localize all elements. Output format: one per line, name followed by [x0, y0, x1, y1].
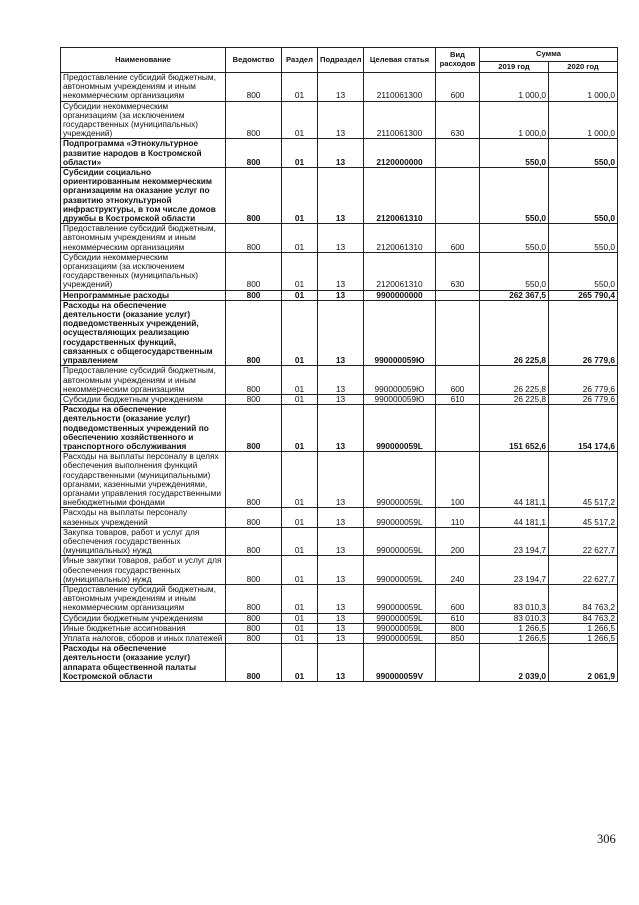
- cell-name: Субсидии бюджетным учреждениям: [61, 394, 226, 404]
- cell-podr: 13: [318, 633, 364, 643]
- cell-podr: 13: [318, 527, 364, 556]
- cell-s2020: 22 627,7: [549, 527, 618, 556]
- cell-cs: 990000059Ю: [364, 300, 436, 365]
- cell-podr: 13: [318, 556, 364, 585]
- cell-s2019: 83 010,3: [480, 613, 549, 623]
- cell-vr: 800: [436, 623, 480, 633]
- cell-s2020: 265 790,4: [549, 290, 618, 300]
- cell-vr: 110: [436, 508, 480, 527]
- header-name: Наименование: [61, 48, 226, 73]
- table-row: [61, 394, 618, 404]
- cell-name: Расходы на выплаты персоналу казенных учреждений: [61, 508, 226, 527]
- cell-podr: 13: [318, 73, 364, 102]
- cell-ved: 800: [226, 101, 282, 139]
- cell-vr: [436, 300, 480, 365]
- cell-cs: 990000059V: [364, 644, 436, 682]
- cell-s2019: 23 194,7: [480, 556, 549, 585]
- cell-name: Подпрограмма «Этнокультурное развитие народов в Костромской области»: [61, 139, 226, 168]
- table-row: [61, 101, 618, 139]
- cell-cs: 990000059L: [364, 527, 436, 556]
- cell-vr: [436, 290, 480, 300]
- cell-razd: 01: [282, 366, 318, 395]
- cell-cs: 990000059L: [364, 633, 436, 643]
- cell-vr: [436, 405, 480, 452]
- cell-name: Предоставление субсидий бюджетным, автономным учреждениям и иным некоммерческим организациям: [61, 366, 226, 395]
- cell-name: Расходы на выплаты персоналу в целях обеспечения выполнения функций государственными (муниципальными) органами, казенными учреждениями, органами управления государственными внебюджетными фондами: [61, 452, 226, 508]
- cell-podr: 13: [318, 623, 364, 633]
- cell-podr: 13: [318, 644, 364, 682]
- cell-ved: 800: [226, 224, 282, 253]
- table-row: [61, 139, 618, 168]
- table-row: [61, 366, 618, 395]
- table-row: [61, 584, 618, 613]
- cell-razd: 01: [282, 290, 318, 300]
- cell-cs: 2120000000: [364, 139, 436, 168]
- cell-cs: 990000059L: [364, 452, 436, 508]
- cell-s2019: 2 039,0: [480, 644, 549, 682]
- cell-name: Расходы на обеспечение деятельности (оказание услуг) аппарата общественной палаты Костромской области: [61, 644, 226, 682]
- cell-cs: 990000059L: [364, 623, 436, 633]
- cell-name: Уплата налогов, сборов и иных платежей: [61, 633, 226, 643]
- cell-ved: 800: [226, 394, 282, 404]
- cell-vr: [436, 139, 480, 168]
- cell-ved: 800: [226, 73, 282, 102]
- cell-podr: 13: [318, 139, 364, 168]
- cell-podr: 13: [318, 101, 364, 139]
- cell-vr: 850: [436, 633, 480, 643]
- cell-cs: 990000059L: [364, 508, 436, 527]
- cell-vr: 240: [436, 556, 480, 585]
- cell-s2019: 83 010,3: [480, 584, 549, 613]
- header-vedomstvo: Ведомство: [226, 48, 282, 73]
- cell-s2020: 1 000,0: [549, 73, 618, 102]
- cell-podr: 13: [318, 224, 364, 253]
- header-celevaya-statya: Целевая статья: [364, 48, 436, 73]
- cell-name: Расходы на обеспечение деятельности (оказание услуг) подведомственных учреждений, осуществляющих реализацию государственных функций, связанных с общегосударственным управлением: [61, 300, 226, 365]
- cell-ved: 800: [226, 139, 282, 168]
- cell-podr: 13: [318, 290, 364, 300]
- cell-cs: 2120061310: [364, 252, 436, 290]
- cell-vr: 630: [436, 101, 480, 139]
- page-number: 306: [597, 832, 616, 846]
- cell-s2019: 1 000,0: [480, 101, 549, 139]
- cell-name: Субсидии некоммерческим организациям (за исключением государственных (муниципальных) учреждений): [61, 252, 226, 290]
- cell-s2019: 550,0: [480, 252, 549, 290]
- cell-cs: 990000059Ю: [364, 366, 436, 395]
- cell-podr: 13: [318, 366, 364, 395]
- table-body: [61, 73, 618, 682]
- cell-ved: 800: [226, 644, 282, 682]
- cell-vr: 610: [436, 394, 480, 404]
- cell-s2020: 22 627,7: [549, 556, 618, 585]
- cell-s2020: 84 763,2: [549, 584, 618, 613]
- cell-ved: 800: [226, 623, 282, 633]
- cell-cs: 990000059L: [364, 405, 436, 452]
- cell-podr: 13: [318, 584, 364, 613]
- cell-cs: 990000059L: [364, 613, 436, 623]
- table-row: [61, 300, 618, 365]
- cell-s2019: 1 000,0: [480, 73, 549, 102]
- cell-razd: 01: [282, 452, 318, 508]
- cell-ved: 800: [226, 556, 282, 585]
- cell-vr: 600: [436, 584, 480, 613]
- cell-s2019: 1 266,5: [480, 623, 549, 633]
- cell-ved: 800: [226, 366, 282, 395]
- cell-ved: 800: [226, 252, 282, 290]
- cell-s2020: 1 000,0: [549, 101, 618, 139]
- table-row: [61, 405, 618, 452]
- cell-razd: 01: [282, 633, 318, 643]
- table-row: [61, 623, 618, 633]
- cell-s2019: 262 367,5: [480, 290, 549, 300]
- cell-ved: 800: [226, 300, 282, 365]
- cell-podr: 13: [318, 252, 364, 290]
- table-row: [61, 556, 618, 585]
- cell-s2019: 550,0: [480, 168, 549, 224]
- cell-cs: 990000059Ю: [364, 394, 436, 404]
- cell-cs: 2110061300: [364, 101, 436, 139]
- cell-podr: 13: [318, 613, 364, 623]
- cell-vr: [436, 644, 480, 682]
- cell-razd: 01: [282, 644, 318, 682]
- cell-razd: 01: [282, 556, 318, 585]
- cell-podr: 13: [318, 394, 364, 404]
- table-row: [61, 527, 618, 556]
- cell-vr: [436, 168, 480, 224]
- cell-ved: 800: [226, 452, 282, 508]
- cell-s2019: 550,0: [480, 139, 549, 168]
- header-2019: 2019 год: [480, 62, 549, 73]
- cell-s2019: 44 181,1: [480, 452, 549, 508]
- cell-s2020: 550,0: [549, 252, 618, 290]
- cell-ved: 800: [226, 527, 282, 556]
- cell-vr: 600: [436, 73, 480, 102]
- cell-podr: 13: [318, 452, 364, 508]
- cell-razd: 01: [282, 405, 318, 452]
- cell-razd: 01: [282, 101, 318, 139]
- cell-razd: 01: [282, 527, 318, 556]
- table-row: [61, 73, 618, 102]
- cell-vr: 610: [436, 613, 480, 623]
- cell-ved: 800: [226, 290, 282, 300]
- cell-cs: 2120061310: [364, 224, 436, 253]
- header-podrazdel: Подраздел: [318, 48, 364, 73]
- cell-s2020: 2 061,9: [549, 644, 618, 682]
- cell-name: Закупка товаров, работ и услуг для обеспечения государственных (муниципальных) нужд: [61, 527, 226, 556]
- cell-s2020: 26 779,6: [549, 366, 618, 395]
- cell-vr: 200: [436, 527, 480, 556]
- cell-ved: 800: [226, 633, 282, 643]
- cell-name: Субсидии социально ориентированным некоммерческим организациям на оказание услуг по развитию этнокультурной инфраструктуры, в том числе домов дружбы в Костромской области: [61, 168, 226, 224]
- table-row: [61, 508, 618, 527]
- table-row: [61, 168, 618, 224]
- cell-razd: 01: [282, 224, 318, 253]
- cell-s2019: 151 652,6: [480, 405, 549, 452]
- cell-s2020: 550,0: [549, 139, 618, 168]
- cell-cs: 9900000000: [364, 290, 436, 300]
- cell-razd: 01: [282, 73, 318, 102]
- cell-s2020: 45 517,2: [549, 452, 618, 508]
- header-2020: 2020 год: [549, 62, 618, 73]
- cell-ved: 800: [226, 584, 282, 613]
- cell-vr: 600: [436, 366, 480, 395]
- cell-cs: 2120061310: [364, 168, 436, 224]
- cell-s2019: 26 225,8: [480, 394, 549, 404]
- cell-ved: 800: [226, 168, 282, 224]
- cell-name: Предоставление субсидий бюджетным, автономным учреждениям и иным некоммерческим организациям: [61, 584, 226, 613]
- cell-podr: 13: [318, 508, 364, 527]
- cell-s2019: 26 225,8: [480, 366, 549, 395]
- cell-s2020: 45 517,2: [549, 508, 618, 527]
- cell-ved: 800: [226, 613, 282, 623]
- cell-s2020: 550,0: [549, 168, 618, 224]
- table-row: [61, 644, 618, 682]
- cell-cs: 2110061300: [364, 73, 436, 102]
- cell-cs: 990000059L: [364, 556, 436, 585]
- cell-razd: 01: [282, 252, 318, 290]
- cell-s2019: 1 266,5: [480, 633, 549, 643]
- table-row: [61, 290, 618, 300]
- cell-s2020: 1 266,5: [549, 623, 618, 633]
- table-row: [61, 613, 618, 623]
- table-row: [61, 224, 618, 253]
- cell-cs: 990000059L: [364, 584, 436, 613]
- table-row: [61, 633, 618, 643]
- cell-razd: 01: [282, 508, 318, 527]
- cell-razd: 01: [282, 300, 318, 365]
- budget-table: [60, 47, 618, 682]
- cell-razd: 01: [282, 613, 318, 623]
- cell-s2019: 26 225,8: [480, 300, 549, 365]
- cell-name: Субсидии некоммерческим организациям (за исключением государственных (муниципальных) учреждений): [61, 101, 226, 139]
- cell-name: Иные закупки товаров, работ и услуг для обеспечения государственных (муниципальных) нужд: [61, 556, 226, 585]
- header-razdel: Раздел: [282, 48, 318, 73]
- cell-podr: 13: [318, 300, 364, 365]
- cell-vr: 600: [436, 224, 480, 253]
- cell-name: Субсидии бюджетным учреждениям: [61, 613, 226, 623]
- cell-name: Расходы на обеспечение деятельности (оказание услуг) подведомственных учреждений по обеспечению хозяйственного и транспортного обслуживания: [61, 405, 226, 452]
- cell-razd: 01: [282, 623, 318, 633]
- cell-s2020: 26 779,6: [549, 394, 618, 404]
- cell-s2020: 1 266,5: [549, 633, 618, 643]
- cell-razd: 01: [282, 584, 318, 613]
- cell-s2020: 26 779,6: [549, 300, 618, 365]
- cell-name: Непрограммные расходы: [61, 290, 226, 300]
- table-row: [61, 452, 618, 508]
- cell-name: Иные бюджетные ассигнования: [61, 623, 226, 633]
- cell-podr: 13: [318, 168, 364, 224]
- cell-s2020: 84 763,2: [549, 613, 618, 623]
- cell-s2020: 154 174,6: [549, 405, 618, 452]
- header-summa: Сумма: [480, 48, 618, 62]
- cell-ved: 800: [226, 508, 282, 527]
- cell-razd: 01: [282, 394, 318, 404]
- cell-s2019: 23 194,7: [480, 527, 549, 556]
- cell-podr: 13: [318, 405, 364, 452]
- cell-s2020: 550,0: [549, 224, 618, 253]
- cell-razd: 01: [282, 139, 318, 168]
- cell-vr: 100: [436, 452, 480, 508]
- cell-vr: 630: [436, 252, 480, 290]
- cell-name: Предоставление субсидий бюджетным, автономным учреждениям и иным некоммерческим организациям: [61, 73, 226, 102]
- cell-razd: 01: [282, 168, 318, 224]
- cell-name: Предоставление субсидий бюджетным, автономным учреждениям и иным некоммерческим организациям: [61, 224, 226, 253]
- table-row: [61, 252, 618, 290]
- cell-s2019: 44 181,1: [480, 508, 549, 527]
- header-vid-raskhodov: Вид расходов: [436, 48, 480, 73]
- cell-ved: 800: [226, 405, 282, 452]
- cell-s2019: 550,0: [480, 224, 549, 253]
